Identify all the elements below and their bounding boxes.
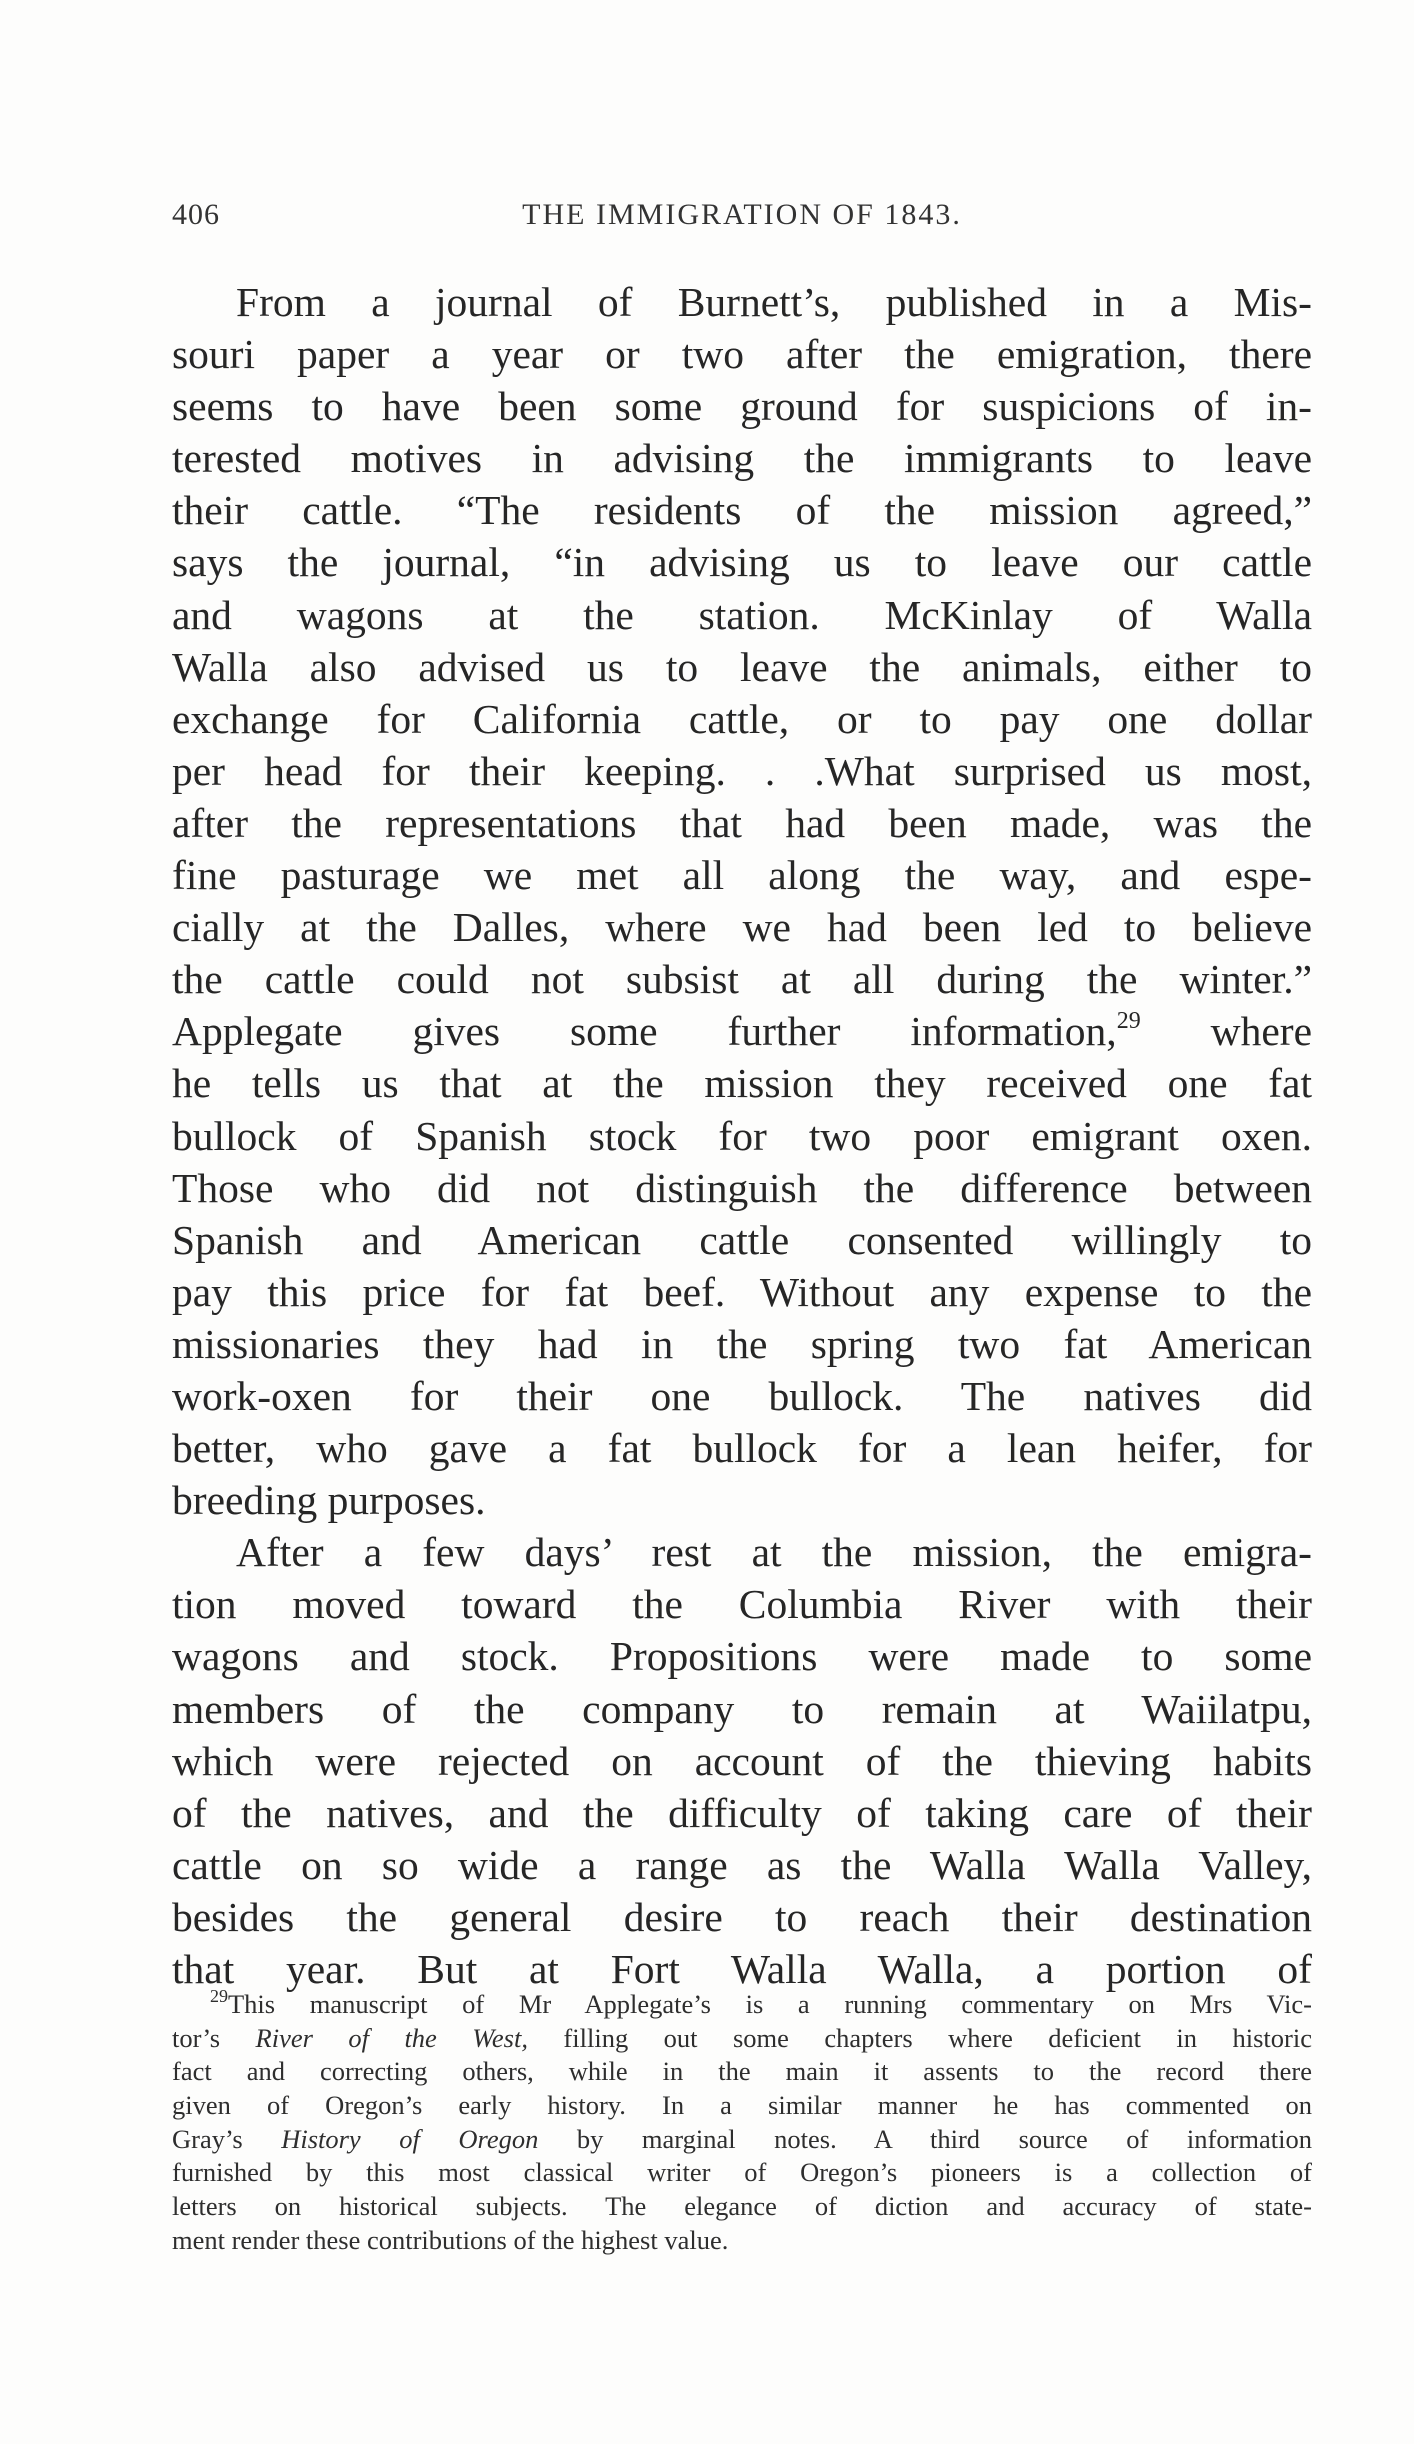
- text-line: tion moved toward the Columbia River with their: [172, 1581, 1312, 1628]
- text-segment: filling out some chapters where deficient in historic: [527, 2022, 1312, 2053]
- text-segment: by marginal notes. A third source of information: [538, 2123, 1313, 2154]
- text-line: exchange for California cattle, or to pay one dollar: [172, 695, 1312, 742]
- text-line: the cattle could not subsist at all during the winter.”: [172, 956, 1312, 1003]
- text-line: missionaries they had in the spring two fat American: [172, 1320, 1312, 1367]
- footnote-line: ment render these contributions of the highest value.: [172, 2224, 729, 2255]
- text-line: besides the general desire to reach their destination: [172, 1893, 1312, 1940]
- text-line: wagons and stock. Propositions were made to some: [172, 1633, 1312, 1680]
- text-line: which were rejected on account of the thieving habits: [172, 1737, 1312, 1784]
- text-segment: Gray’s: [172, 2123, 282, 2154]
- text-line: cially at the Dalles, where we had been led to believe: [172, 904, 1312, 951]
- footnote-mark: 29: [210, 1986, 228, 2007]
- text-segment: Applegate gives some further information,: [172, 1008, 1117, 1055]
- page-number: 406: [172, 198, 220, 231]
- text-line: better, who gave a fat bullock for a lean heifer, for: [172, 1425, 1312, 1472]
- running-title: THE IMMIGRATION OF 1843.: [522, 198, 962, 231]
- text-line: cattle on so wide a range as the Walla Walla Valley,: [172, 1841, 1312, 1888]
- text-segment: where: [1140, 1008, 1312, 1055]
- text-line: breeding purposes.: [172, 1477, 486, 1524]
- text-line: Walla also advised us to leave the animals, either to: [172, 643, 1312, 690]
- footnote-line: fact and correcting others, while in the main it assents to the record there: [172, 2056, 1312, 2087]
- text-line: and wagons at the station. McKinlay of Walla: [172, 591, 1312, 638]
- text-line: their cattle. “The residents of the mission agreed,”: [172, 487, 1312, 534]
- book-title: History of Oregon: [281, 2123, 539, 2154]
- text-line: After a few days’ rest at the mission, the emigra-: [236, 1529, 1312, 1576]
- text-line: fine pasturage we met all along the way, and espe-: [172, 852, 1312, 899]
- footnote-line: furnished by this most classical writer of Oregon’s pioneers is a collection of: [172, 2157, 1312, 2188]
- book-title: River of the West,: [255, 2022, 528, 2053]
- text-line: members of the company to remain at Waiilatpu,: [172, 1685, 1312, 1732]
- text-line: terested motives in advising the immigrants to leave: [172, 435, 1312, 482]
- footnote: [172, 1988, 1312, 2258]
- text-line: that year. But at Fort Walla Walla, a portion of: [172, 1946, 1312, 1992]
- text-line-with-footnote-ref: [172, 1005, 1312, 1057]
- footnote-reference: 29: [1116, 1008, 1141, 1035]
- footnote-line: [172, 2022, 1312, 2056]
- text-line: of the natives, and the difficulty of taking care of their: [172, 1789, 1312, 1836]
- footnote-line: given of Oregon’s early history. In a similar manner he has commented on: [172, 2090, 1312, 2121]
- text-line: seems to have been some ground for suspicions of in-: [172, 383, 1312, 430]
- text-line: after the representations that had been made, was the: [172, 799, 1312, 846]
- body-text: [172, 276, 1312, 1995]
- footnote-line: [172, 1988, 1312, 2022]
- text-segment: tor’s: [172, 2022, 256, 2053]
- text-line: he tells us that at the mission they received one fat: [172, 1060, 1312, 1107]
- text-line: Those who did not distinguish the difference between: [172, 1164, 1312, 1211]
- text-line: From a journal of Burnett’s, published in a Mis-: [236, 279, 1312, 325]
- text-line: says the journal, “in advising us to leave our cattle: [172, 539, 1312, 586]
- text-line: souri paper a year or two after the emigration, there: [172, 331, 1312, 378]
- text-line: Spanish and American cattle consented willingly to: [172, 1216, 1312, 1263]
- text-line: pay this price for fat beef. Without any expense to the: [172, 1268, 1312, 1315]
- footnote-line: letters on historical subjects. The elegance of diction and accuracy of state-: [172, 2191, 1312, 2222]
- text-line: per head for their keeping. . .What surprised us most,: [172, 747, 1312, 794]
- text-line: work-oxen for their one bullock. The natives did: [172, 1372, 1312, 1419]
- text-line: bullock of Spanish stock for two poor emigrant oxen.: [172, 1112, 1312, 1159]
- footnote-line: [172, 2123, 1312, 2157]
- text-segment: This manuscript of Mr Applegate’s is a running commentary on Mrs Vic-: [228, 1989, 1312, 2019]
- running-head: [172, 198, 1312, 238]
